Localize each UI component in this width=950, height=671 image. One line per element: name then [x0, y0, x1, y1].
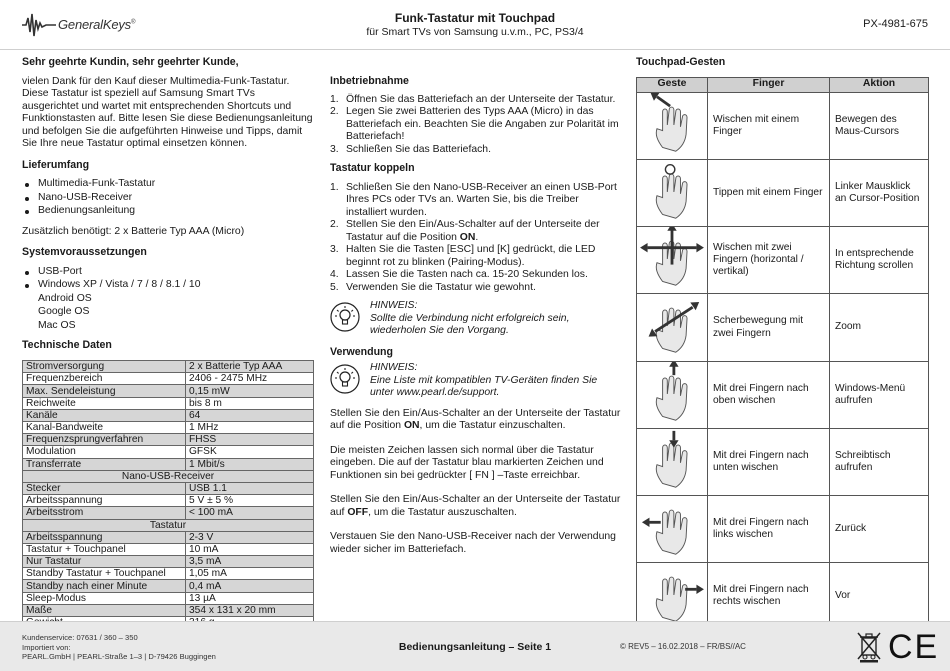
paragraph-fn: Die meisten Zeichen lassen sich normal über die Tastatur eingeben. Die auf der Tastatur blau markierten Zeichen und Funktionen sin bei gedrückter [ FN ] –Taste erreichbar. — [330, 444, 604, 481]
spec-value: 2 x Batterie Typ AAA — [186, 361, 314, 373]
step-number: 1. — [330, 93, 339, 105]
page-footer — [0, 621, 950, 671]
system-heading: Systemvoraussetzungen — [22, 246, 147, 259]
inbetrieb-list — [330, 94, 622, 156]
spec-label: Transferrate — [23, 458, 186, 470]
gesture-image — [637, 361, 708, 428]
logo-text: GeneralKeys® — [58, 17, 136, 33]
touchpad-gestures-table — [636, 77, 929, 631]
spec-label: Kanäle — [23, 409, 186, 421]
list-item: USB-Port — [22, 266, 314, 278]
finger-cell: Wischen mit zwei Fingern (horizontal / vertikal) — [708, 227, 830, 294]
intro-text: vielen Dank für den Kauf dieser Multimedia-Funk-Tastatur. Diese Tastatur ist speziell auf Samsung Smart TVs ausgerichtet und wartet mit entsprechenden Shortcuts und Funktionstasten auf. Bitte lesen Sie diese Bedienungsanleitung und befolgen Sie die aufgeführten Hinweise und Tipps, damit Sie Ihre neue Tastatur optimal einsetzen können. — [22, 75, 313, 150]
table-row — [23, 556, 314, 568]
lightbulb-icon — [330, 364, 360, 394]
spec-value: 64 — [186, 409, 314, 421]
table-row — [637, 227, 929, 294]
list-item — [330, 219, 622, 244]
list-item — [330, 282, 622, 294]
action-cell: Bewegen des Maus-Cursors — [830, 92, 929, 159]
list-item — [330, 106, 622, 143]
paragraph-on: Stellen Sie den Ein/Aus-Schalter an der Unterseite der Tastatur auf die Position ON, um die Tastatur einzuschalten. — [330, 407, 621, 432]
three-finger-down-icon — [640, 429, 704, 491]
spec-value: 0,15 mW — [186, 385, 314, 397]
spec-label: Standby nach einer Minute — [23, 580, 186, 592]
step-number: 3. — [330, 244, 339, 256]
spec-value: < 100 mA — [186, 507, 314, 519]
revision: © REV5 – 16.02.2018 – FR/BS//AC — [620, 642, 746, 651]
column-left — [22, 56, 314, 629]
step-text: Öffnen Sie das Batteriefach an der Unterseite der Tastatur. — [346, 93, 616, 105]
spec-label: Nur Tastatur — [23, 556, 186, 568]
additional-requirement: Zusätzlich benötigt: 2 x Batterie Typ AAA (Micro) — [22, 225, 245, 237]
gesture-image — [637, 159, 708, 226]
table-row — [23, 409, 314, 421]
spec-label: Arbeitsspannung — [23, 495, 186, 507]
spec-value: 5 V ± 5 % — [186, 495, 314, 507]
koppeln-heading: Tastatur koppeln — [330, 162, 415, 175]
three-finger-up-icon — [640, 362, 704, 424]
service-line: Kundenservice: 07631 / 360 – 350 — [22, 633, 138, 642]
one-finger-tap-icon — [640, 160, 704, 222]
table-section-row — [23, 470, 314, 482]
table-row — [23, 373, 314, 385]
finger-cell: Mit drei Fingern nach links wischen — [708, 496, 830, 563]
step-text: Lassen Sie die Tasten nach ca. 15-20 Sekunden los. — [346, 269, 588, 281]
action-cell: Vor — [830, 563, 929, 630]
finger-cell: Wischen mit einem Finger — [708, 92, 830, 159]
step-text: Schließen Sie den Nano-USB-Receiver an einen USB-Port Ihres PCs oder TVs an. Warten Sie, bis die Treiber installiert wurden. — [346, 181, 617, 218]
three-finger-right-icon — [640, 563, 704, 625]
weee-bin-icon — [856, 631, 882, 663]
spec-value: GFSK — [186, 446, 314, 458]
spec-label: Frequenzbereich — [23, 373, 186, 385]
table-row — [23, 446, 314, 458]
list-item: Bedienungsanleitung — [22, 205, 314, 217]
table-row — [637, 159, 929, 226]
paragraph-storage: Verstauen Sie den Nano-USB-Receiver nach der Verwendung wieder sicher im Batteriefach. — [330, 531, 616, 555]
address-line: PEARL.GmbH | PEARL-Straße 1–3 | D-79426 Buggingen — [22, 652, 216, 662]
importer-line: Importiert von: — [22, 642, 71, 652]
table-row — [23, 531, 314, 543]
table-section-row — [23, 519, 314, 531]
two-finger-swipe-icon — [640, 227, 704, 289]
spec-value: 13 µA — [186, 592, 314, 604]
table-row — [23, 592, 314, 604]
list-item — [330, 244, 622, 269]
gesture-image — [637, 227, 708, 294]
step-text: Legen Sie zwei Batterien des Typs AAA (Micro) in das Batteriefach ein. Beachten Sie die Angaben zur Polarität im Batteriefach! — [346, 106, 619, 143]
list-item — [330, 144, 622, 156]
hint-label: HINWEIS: — [370, 362, 418, 374]
tech-heading: Technische Daten — [22, 339, 112, 352]
step-number: 1. — [330, 181, 339, 193]
document-title: Funk-Tastatur mit Touchpad — [394, 11, 556, 25]
spec-value: 10 mA — [186, 543, 314, 555]
table-row — [23, 507, 314, 519]
hint-text: Sollte die Verbindung nicht erfolgreich sein, wiederholen Sie den Vorgang. — [370, 312, 570, 337]
column-right — [636, 56, 929, 631]
spec-label: Kanal-Bandweite — [23, 422, 186, 434]
table-row — [23, 385, 314, 397]
spec-label: Tastatur + Touchpanel — [23, 543, 186, 555]
spec-label: Maße — [23, 604, 186, 616]
action-cell: Windows-Menü aufrufen — [830, 361, 929, 428]
system-list — [22, 266, 314, 332]
spec-value: USB 1.1 — [186, 482, 314, 494]
hint-box — [330, 300, 622, 337]
pinch-zoom-icon — [640, 294, 704, 356]
spec-value: 2406 - 2475 MHz — [186, 373, 314, 385]
step-number: 5. — [330, 281, 339, 293]
lightbulb-icon — [330, 302, 360, 332]
spec-label: Sleep-Modus — [23, 592, 186, 604]
table-row — [637, 361, 929, 428]
list-item: Google OS — [38, 306, 90, 318]
action-cell: Schreibtisch aufrufen — [830, 428, 929, 495]
gesture-image — [637, 92, 708, 159]
finger-cell: Mit drei Fingern nach rechts wischen — [708, 563, 830, 630]
action-cell: Linker Mausklick an Cursor-Position — [830, 159, 929, 226]
spec-label: Reichweite — [23, 397, 186, 409]
table-row — [23, 434, 314, 446]
list-item: Multimedia-Funk-Tastatur — [22, 178, 314, 190]
koppeln-list — [330, 182, 622, 294]
spec-value: 1 MHz — [186, 422, 314, 434]
step-number: 2. — [330, 219, 339, 231]
table-row — [637, 294, 929, 361]
greeting: Sehr geehrte Kundin, sehr geehrter Kunde, — [22, 56, 239, 68]
page-header — [0, 0, 950, 50]
spec-value: 1 Mbit/s — [186, 458, 314, 470]
finger-cell: Tippen mit einem Finger — [708, 159, 830, 226]
one-finger-swipe-icon — [640, 93, 704, 155]
spec-label: Stromversorgung — [23, 361, 186, 373]
certification-marks — [856, 630, 939, 664]
table-row — [23, 543, 314, 555]
spec-value: 1,05 mA — [186, 568, 314, 580]
spec-label: Stecker — [23, 482, 186, 494]
page-label: Bedienungsanleitung – Seite 1 — [398, 641, 552, 653]
step-number: 2. — [330, 106, 339, 118]
step-number: 4. — [330, 269, 339, 281]
table-row — [637, 428, 929, 495]
gesture-image — [637, 294, 708, 361]
action-cell: Zoom — [830, 294, 929, 361]
lieferumfang-heading: Lieferumfang — [22, 158, 90, 171]
section-label: Tastatur — [23, 519, 314, 531]
hint-text: Eine Liste mit kompatiblen TV-Geräten finden Sie unter www.pearl.de/support. — [370, 374, 598, 399]
spec-value: 354 x 131 x 20 mm — [186, 604, 314, 616]
step-text: Stellen Sie den Ein/Aus-Schalter auf der Unterseite der Tastatur auf die Position ON. — [346, 219, 600, 243]
verwendung-heading: Verwendung — [330, 345, 393, 358]
spec-label: Arbeitsstrom — [23, 507, 186, 519]
finger-cell: Mit drei Fingern nach unten wischen — [708, 428, 830, 495]
list-item: Android OS — [38, 292, 92, 304]
section-label: Nano-USB-Receiver — [23, 470, 314, 482]
table-row — [637, 563, 929, 630]
table-row — [23, 422, 314, 434]
spec-label: Modulation — [23, 446, 186, 458]
gesture-image — [637, 428, 708, 495]
spec-value: 2-3 V — [186, 531, 314, 543]
finger-cell: Scherbewegung mit zwei Fingern — [708, 294, 830, 361]
gesture-image — [637, 496, 708, 563]
product-code: PX-4981-675 — [863, 18, 928, 30]
lieferumfang-list — [22, 178, 314, 217]
ce-mark: CE — [888, 628, 940, 666]
step-text: Halten Sie die Tasten [ESC] und [K] gedrückt, die LED beginnt rot zu blinken (Pairing-Modus). — [346, 244, 596, 268]
column-header-geste: Geste — [637, 77, 708, 92]
column-header-finger: Finger — [708, 77, 830, 92]
inbetrieb-heading: Inbetriebnahme — [330, 75, 409, 87]
spec-label: Frequenzsprungverfahren — [23, 434, 186, 446]
list-item — [330, 94, 622, 106]
spec-label: Arbeitsspannung — [23, 531, 186, 543]
list-item — [330, 182, 622, 219]
action-cell: In entsprechende Richtung scrollen — [830, 227, 929, 294]
tech-specs-table — [22, 360, 314, 629]
table-row — [23, 604, 314, 616]
table-row — [637, 496, 929, 563]
touchpad-heading: Touchpad-Gesten — [636, 56, 726, 68]
column-header-aktion: Aktion — [830, 77, 929, 92]
list-item: Nano-USB-Receiver — [22, 192, 314, 204]
table-row — [637, 92, 929, 159]
column-middle — [330, 75, 622, 564]
step-text: Verwenden Sie die Tastatur wie gewohnt. — [346, 281, 536, 293]
table-row — [23, 580, 314, 592]
hint-box — [330, 362, 622, 399]
table-row — [23, 482, 314, 494]
list-item — [330, 269, 622, 281]
table-row — [23, 361, 314, 373]
gesture-image — [637, 563, 708, 630]
table-row — [23, 397, 314, 409]
list-item: Mac OS — [38, 319, 76, 331]
table-row — [23, 495, 314, 507]
step-text: Schließen Sie das Batteriefach. — [346, 143, 491, 155]
spec-value: 3,5 mA — [186, 556, 314, 568]
hint-label: HINWEIS: — [370, 300, 418, 312]
three-finger-left-icon — [640, 496, 704, 558]
spec-value: FHSS — [186, 434, 314, 446]
action-cell: Zurück — [830, 496, 929, 563]
document-subtitle: für Smart TVs von Samsung u.v.m., PC, PS3/4 — [366, 26, 584, 38]
table-row — [23, 458, 314, 470]
spec-label: Standby Tastatur + Touchpanel — [23, 568, 186, 580]
spec-label: Max. Sendeleistung — [23, 385, 186, 397]
paragraph-off: Stellen Sie den Ein/Aus-Schalter an der Unterseite der Tastatur auf OFF, um die Tastatur auszuschalten. — [330, 494, 621, 518]
spec-value: 0,4 mA — [186, 580, 314, 592]
spec-value: bis 8 m — [186, 397, 314, 409]
list-item: Windows XP / Vista / 7 / 8 / 8.1 / 10 — [22, 279, 314, 291]
step-number: 3. — [330, 143, 339, 155]
table-row — [23, 568, 314, 580]
finger-cell: Mit drei Fingern nach oben wischen — [708, 361, 830, 428]
